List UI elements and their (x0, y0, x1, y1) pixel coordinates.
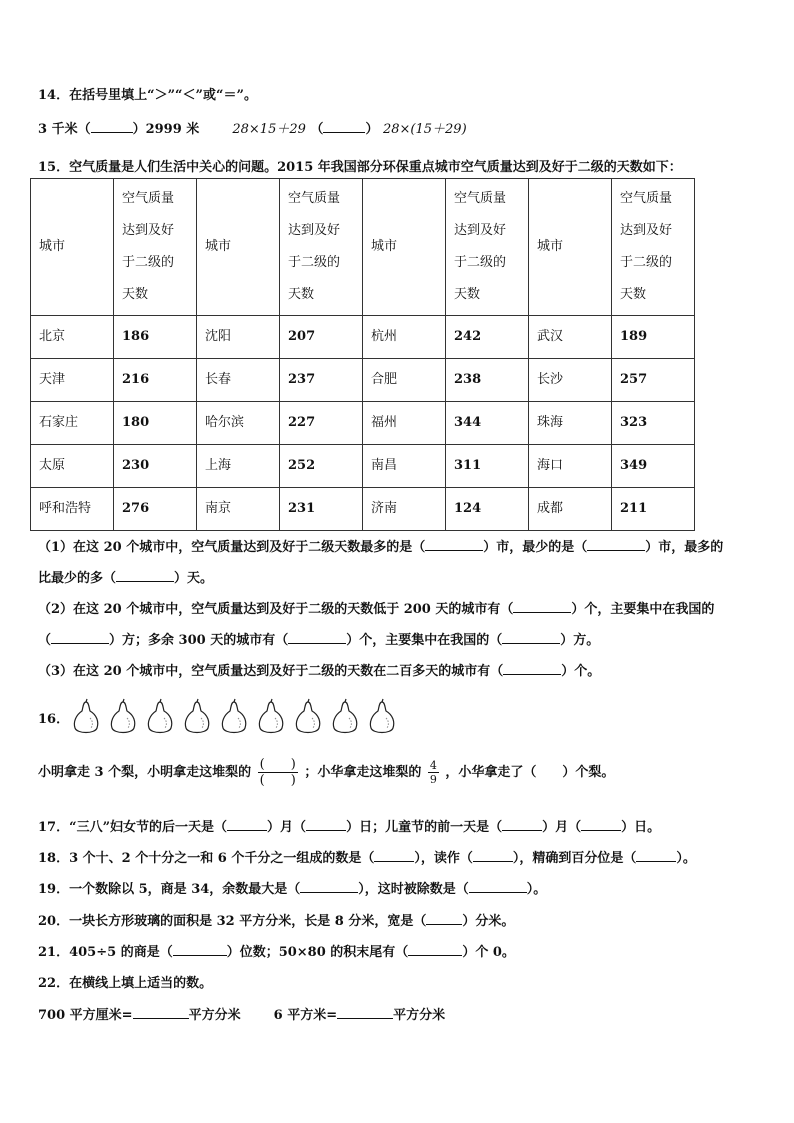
q18-text: ），精确到百分位是（ (512, 851, 637, 866)
q15-title: 15．空气质量是人们生活中关心的问题。2015 年我国部分环保重点城市空气质量达到及好于二级的天数如下： (38, 160, 682, 175)
header-city: 城市 (31, 179, 114, 316)
city-cell: 呼和浩特 (31, 488, 114, 531)
q17-text: ）日；儿童节的前一天是（ (346, 820, 503, 835)
q14-paren-close: ） (365, 122, 379, 137)
days-cell: 349 (612, 445, 695, 488)
q15-part1-line1 (38, 536, 723, 555)
city-cell: 福州 (363, 402, 446, 445)
city-cell: 哈尔滨 (197, 402, 280, 445)
pear-icon (181, 698, 213, 736)
city-cell: 南京 (197, 488, 280, 531)
q14-title: 14．在括号里填上“＞”“＜”或“＝”。 (38, 88, 257, 103)
q21-text: 21．405÷5 的商是（ (38, 945, 173, 960)
days-cell: 231 (280, 488, 363, 531)
q21 (38, 941, 515, 960)
q16-text: 小明拿走 3 个梨，小明拿走这堆梨的 (38, 765, 252, 780)
pear-icon (255, 698, 287, 736)
city-cell: 珠海 (529, 402, 612, 445)
header-city: 城市 (363, 179, 446, 316)
q15-text: （1）在这 20 个城市中，空气质量达到及好于二级天数最多的是（ (38, 540, 426, 555)
days-cell: 186 (114, 316, 197, 359)
city-cell: 北京 (31, 316, 114, 359)
header-days-line: 空气质量 (288, 191, 341, 206)
header-days-line: 天数 (454, 287, 481, 302)
days-cell: 252 (280, 445, 363, 488)
answer-blank[interactable] (581, 819, 621, 831)
q22-title: 22．在横线上填上适当的数。 (38, 976, 213, 991)
answer-blank[interactable] (408, 944, 462, 956)
answer-blank[interactable] (502, 819, 542, 831)
q15-text: 比最少的多（ (38, 571, 117, 586)
q15-part1-line2 (38, 567, 213, 586)
days-cell: 180 (114, 402, 197, 445)
q19-text: ），这时被除数是（ (358, 882, 469, 897)
days-cell: 207 (280, 316, 363, 359)
header-days (446, 179, 529, 316)
header-days-line: 空气质量 (620, 191, 673, 206)
answer-blank[interactable] (374, 850, 414, 862)
fraction-numerator: ( ) (259, 757, 296, 772)
q15-text: ）方；多余 300 天的城市有（ (109, 633, 289, 648)
days-cell: 323 (612, 402, 695, 445)
city-cell: 武汉 (529, 316, 612, 359)
header-days-line: 达到及好 (288, 223, 341, 238)
answer-blank[interactable] (587, 539, 645, 551)
city-cell: 太原 (31, 445, 114, 488)
answer-blank[interactable] (513, 601, 571, 613)
city-cell: 沈阳 (197, 316, 280, 359)
days-cell: 238 (446, 359, 529, 402)
days-cell: 230 (114, 445, 197, 488)
q15-text: （3）在这 20 个城市中，空气质量达到及好于二级的天数在二百多天的城市有（ (38, 664, 504, 679)
answer-blank[interactable] (425, 539, 483, 551)
answer-line[interactable] (133, 1007, 189, 1019)
answer-blank[interactable] (173, 944, 227, 956)
days-cell: 189 (612, 316, 695, 359)
q14-left-a: 3 千米（ (38, 122, 91, 137)
pear-icon (107, 698, 139, 736)
city-cell: 济南 (363, 488, 446, 531)
header-days-line: 天数 (620, 287, 647, 302)
header-days-line: 达到及好 (454, 223, 507, 238)
q18-text: ），读作（ (414, 851, 473, 866)
q17-text: ）月（ (267, 820, 307, 835)
q15-text: ）方。 (560, 633, 600, 648)
q16-number: 16． (38, 712, 70, 727)
header-days (114, 179, 197, 316)
header-days-line: 达到及好 (620, 223, 673, 238)
q22-text: 平方分米 (188, 1008, 241, 1023)
pear-icon (329, 698, 361, 736)
q15-text: ）个，主要集中在我国的（ (346, 633, 503, 648)
q19-text: ）。 (526, 882, 547, 897)
header-days-line: 于二级的 (122, 255, 175, 270)
city-cell: 南昌 (363, 445, 446, 488)
header-days-line: 达到及好 (122, 223, 175, 238)
q16-text: ；小华拿走这堆梨的 (304, 765, 422, 780)
pear-icon (292, 698, 324, 736)
answer-blank[interactable] (502, 632, 560, 644)
answer-blank[interactable] (636, 850, 676, 862)
table-row (31, 316, 695, 359)
q15-text: ）个，主要集中在我国的 (571, 602, 715, 617)
city-cell: 合肥 (363, 359, 446, 402)
q18 (38, 847, 696, 866)
fraction (428, 759, 439, 786)
q22-text: 6 平方米= (273, 1008, 338, 1023)
city-cell: 成都 (529, 488, 612, 531)
header-days-line: 空气质量 (122, 191, 175, 206)
header-days-line: 天数 (122, 287, 149, 302)
table-row (31, 445, 695, 488)
pear-icon (144, 698, 176, 736)
city-cell: 杭州 (363, 316, 446, 359)
city-cell: 长沙 (529, 359, 612, 402)
days-cell: 124 (446, 488, 529, 531)
answer-blank[interactable] (51, 632, 109, 644)
days-cell: 216 (114, 359, 197, 402)
fraction-blank[interactable] (258, 757, 298, 788)
q16-question (38, 757, 614, 788)
answer-blank[interactable] (473, 850, 513, 862)
header-days (280, 179, 363, 316)
q14-items (38, 118, 467, 137)
q18-text: 18．3 个十、2 个十分之一和 6 个千分之一组成的数是（ (38, 851, 375, 866)
fraction-denominator: 9 (429, 773, 437, 786)
q14-paren-open: （ (310, 122, 324, 137)
days-cell: 227 (280, 402, 363, 445)
answer-blank[interactable] (306, 819, 346, 831)
q14-blank-2[interactable] (323, 121, 365, 133)
header-days (612, 179, 695, 316)
q21-text: ）个 0。 (462, 945, 515, 960)
days-cell: 242 (446, 316, 529, 359)
table-row (31, 488, 695, 531)
header-days-line: 空气质量 (454, 191, 507, 206)
q15-text: ）个。 (561, 664, 601, 679)
header-days-line: 于二级的 (454, 255, 507, 270)
header-city: 城市 (197, 179, 280, 316)
q15-text: ）市，最多的 (645, 540, 724, 555)
q20 (38, 910, 514, 929)
table-header-row (31, 179, 695, 316)
answer-blank[interactable] (503, 663, 561, 675)
city-cell: 天津 (31, 359, 114, 402)
days-cell: 237 (280, 359, 363, 402)
q14-expr2: 28×(15＋29) (382, 122, 467, 137)
q14-blank-1[interactable] (91, 121, 133, 133)
header-city: 城市 (529, 179, 612, 316)
days-cell: 211 (612, 488, 695, 531)
answer-blank[interactable] (469, 881, 527, 893)
days-cell: 344 (446, 402, 529, 445)
q22-items (38, 1004, 445, 1023)
answer-blank[interactable] (426, 913, 462, 925)
table-row (31, 402, 695, 445)
q15-part2-line1 (38, 598, 714, 617)
table-row (31, 359, 695, 402)
answer-blank[interactable] (300, 881, 358, 893)
fraction-denominator: ( ) (259, 773, 296, 788)
pear-icon (366, 698, 398, 736)
q22-text: 平方分米 (393, 1008, 446, 1023)
q14-left-b: ）2999 米 (132, 122, 200, 137)
q15-text: （2）在这 20 个城市中，空气质量达到及好于二级的天数低于 200 天的城市有（ (38, 602, 514, 617)
q19 (38, 878, 546, 897)
answer-blank[interactable] (116, 570, 174, 582)
pear-icon (218, 698, 250, 736)
q18-text: ）。 (676, 851, 696, 866)
header-days-line: 天数 (288, 287, 315, 302)
days-cell: 311 (446, 445, 529, 488)
city-cell: 海口 (529, 445, 612, 488)
q19-text: 19．一个数除以 5，商是 34，余数最大是（ (38, 882, 301, 897)
city-cell: 上海 (197, 445, 280, 488)
answer-blank[interactable] (227, 819, 267, 831)
q15-part3 (38, 660, 600, 679)
q15-part2-line2 (38, 629, 599, 648)
air-quality-table (30, 178, 695, 531)
pear-row (70, 698, 398, 736)
answer-blank[interactable] (288, 632, 346, 644)
q15-text: ）市，最少的是（ (483, 540, 588, 555)
q17 (38, 816, 660, 835)
q16-text: ，小华拿走了（ ）个梨。 (445, 765, 615, 780)
answer-line[interactable] (337, 1007, 393, 1019)
q15-text: （ (38, 633, 52, 648)
city-cell: 长春 (197, 359, 280, 402)
q17-text: 17．“三八”妇女节的后一天是（ (38, 820, 228, 835)
q17-text: ）日。 (621, 820, 661, 835)
fraction-numerator: 4 (429, 759, 437, 772)
q20-text: ）分米。 (462, 914, 515, 929)
q21-text: ）位数；50×80 的积末尾有（ (226, 945, 409, 960)
q22-text: 700 平方厘米= (38, 1008, 133, 1023)
city-cell: 石家庄 (31, 402, 114, 445)
q14-expr1: 28×15＋29 (232, 122, 306, 137)
header-days-line: 于二级的 (288, 255, 341, 270)
q20-text: 20．一块长方形玻璃的面积是 32 平方分米，长是 8 分米，宽是（ (38, 914, 427, 929)
days-cell: 257 (612, 359, 695, 402)
header-days-line: 于二级的 (620, 255, 673, 270)
q15-text: ）天。 (174, 571, 214, 586)
days-cell: 276 (114, 488, 197, 531)
q17-text: ）月（ (542, 820, 582, 835)
pear-icon (70, 698, 102, 736)
